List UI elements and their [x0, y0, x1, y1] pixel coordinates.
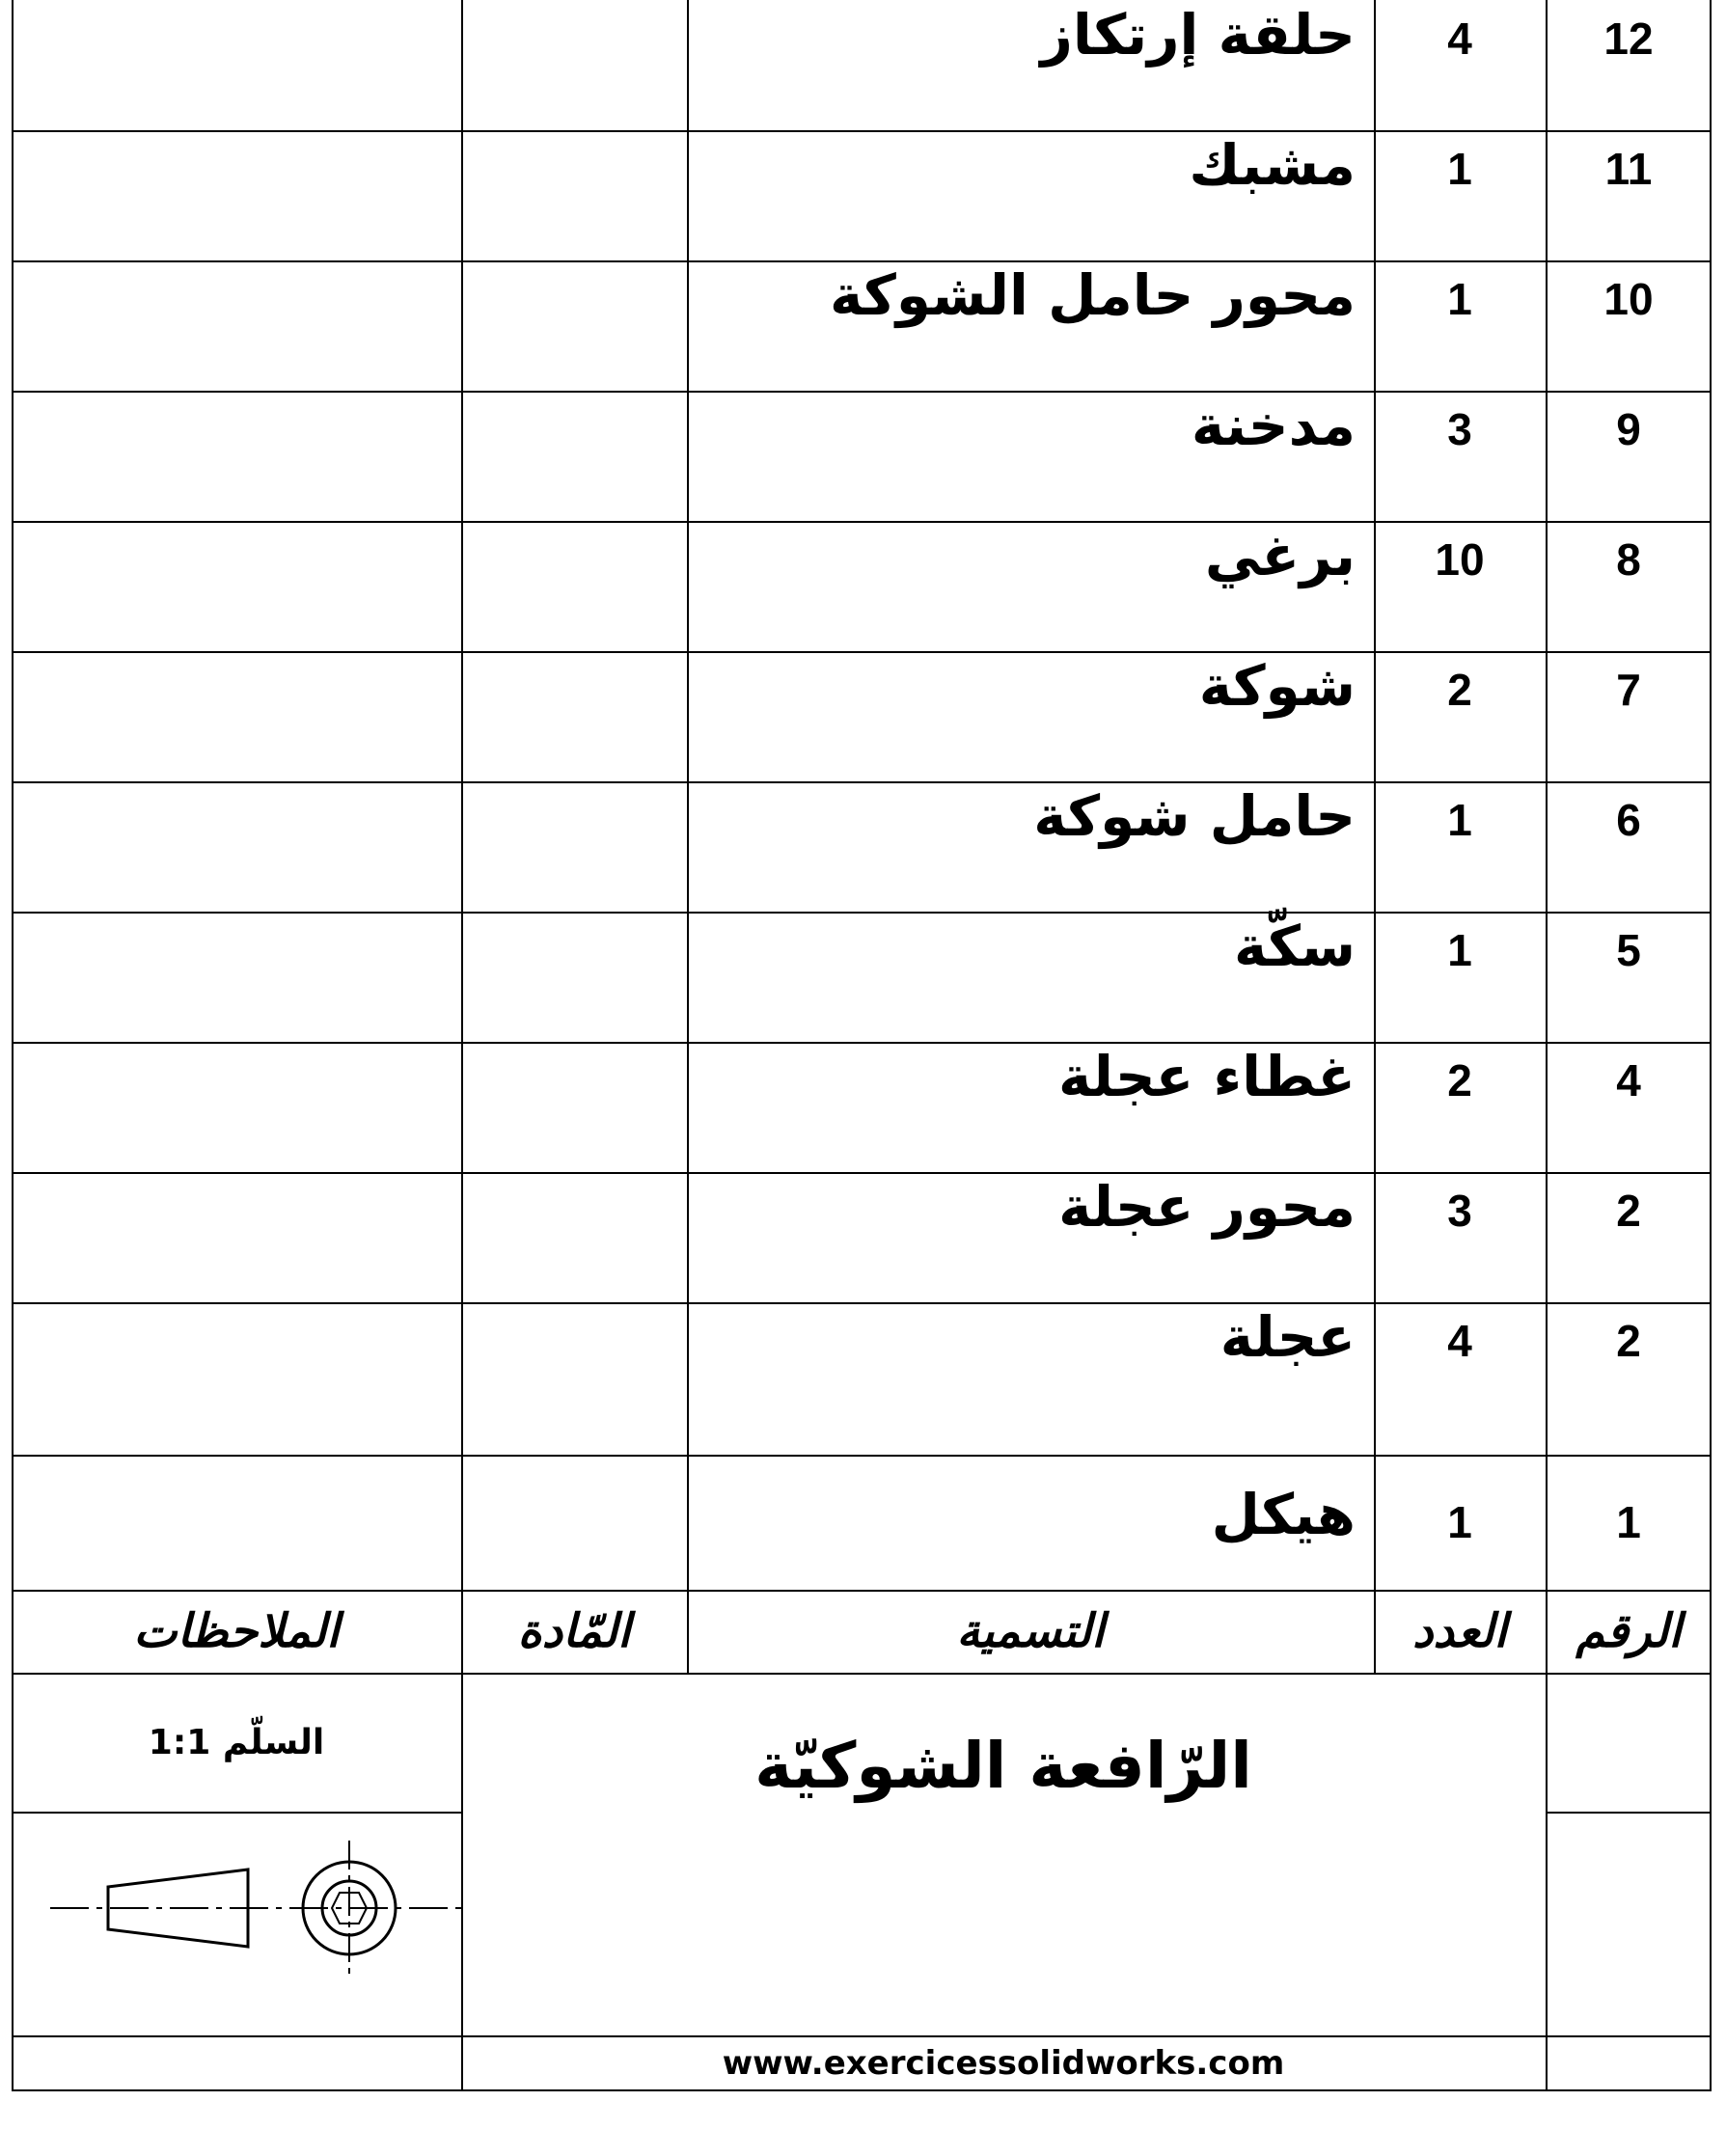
part-qty: 2 [1447, 665, 1472, 715]
grid-line [1546, 1812, 1712, 1814]
header-notes: الملاحظات [133, 1604, 340, 1658]
part-name: حامل شوكة [1033, 783, 1356, 849]
part-number: 5 [1616, 925, 1641, 975]
part-name: شوكة [1198, 653, 1356, 719]
grid-line [12, 1455, 1712, 1457]
part-number: 11 [1604, 144, 1653, 194]
part-qty: 1 [1447, 795, 1472, 845]
part-name: غطاء عجلة [1057, 1044, 1356, 1109]
website-url: www.exercicessolidworks.com [722, 2044, 1285, 2083]
part-name: برغي [1204, 523, 1356, 588]
part-qty: 4 [1447, 1316, 1472, 1366]
part-number: 12 [1603, 14, 1654, 64]
part-number: 9 [1616, 404, 1641, 454]
part-name: محور عجلة [1058, 1174, 1356, 1240]
part-qty: 1 [1447, 925, 1472, 975]
part-qty: 10 [1435, 534, 1485, 585]
part-number: 6 [1616, 795, 1641, 845]
drawing-title: الرّافعة الشوكيّة [754, 1728, 1252, 1803]
header-qty: العدد [1412, 1604, 1507, 1658]
part-name: حلقة إرتكاز [1040, 2, 1356, 68]
part-qty: 1 [1447, 274, 1472, 324]
part-qty: 1 [1447, 1497, 1472, 1547]
parts-list-sheet [12, 0, 1712, 2091]
grid-line [687, 0, 689, 1673]
part-qty: 3 [1447, 1186, 1472, 1236]
part-name: هيكل [1211, 1482, 1356, 1547]
part-name: عجلة [1219, 1304, 1356, 1370]
part-name: مدخنة [1191, 393, 1356, 458]
header-designation: التسمية [956, 1604, 1105, 1658]
part-number: 1 [1616, 1497, 1641, 1547]
part-name: سكّة [1234, 914, 1356, 979]
part-qty: 2 [1447, 1055, 1472, 1105]
projection-symbol [50, 1831, 465, 1985]
grid-line [12, 1812, 461, 1814]
header-number: الرقم [1575, 1604, 1682, 1658]
part-number: 4 [1616, 1055, 1641, 1105]
part-qty: 1 [1447, 144, 1472, 194]
part-number: 7 [1616, 665, 1641, 715]
part-name: مشبك [1189, 132, 1356, 198]
part-number: 8 [1616, 534, 1641, 585]
part-name: محور حامل الشوكة [829, 262, 1356, 328]
part-number: 2 [1616, 1186, 1641, 1236]
header-material: المّادة [517, 1604, 631, 1658]
part-qty: 3 [1447, 404, 1472, 454]
scale-label: السلّم 1:1 [148, 1722, 325, 1762]
part-number: 2 [1616, 1316, 1641, 1366]
part-number: 10 [1603, 274, 1654, 324]
part-qty: 4 [1447, 14, 1472, 64]
